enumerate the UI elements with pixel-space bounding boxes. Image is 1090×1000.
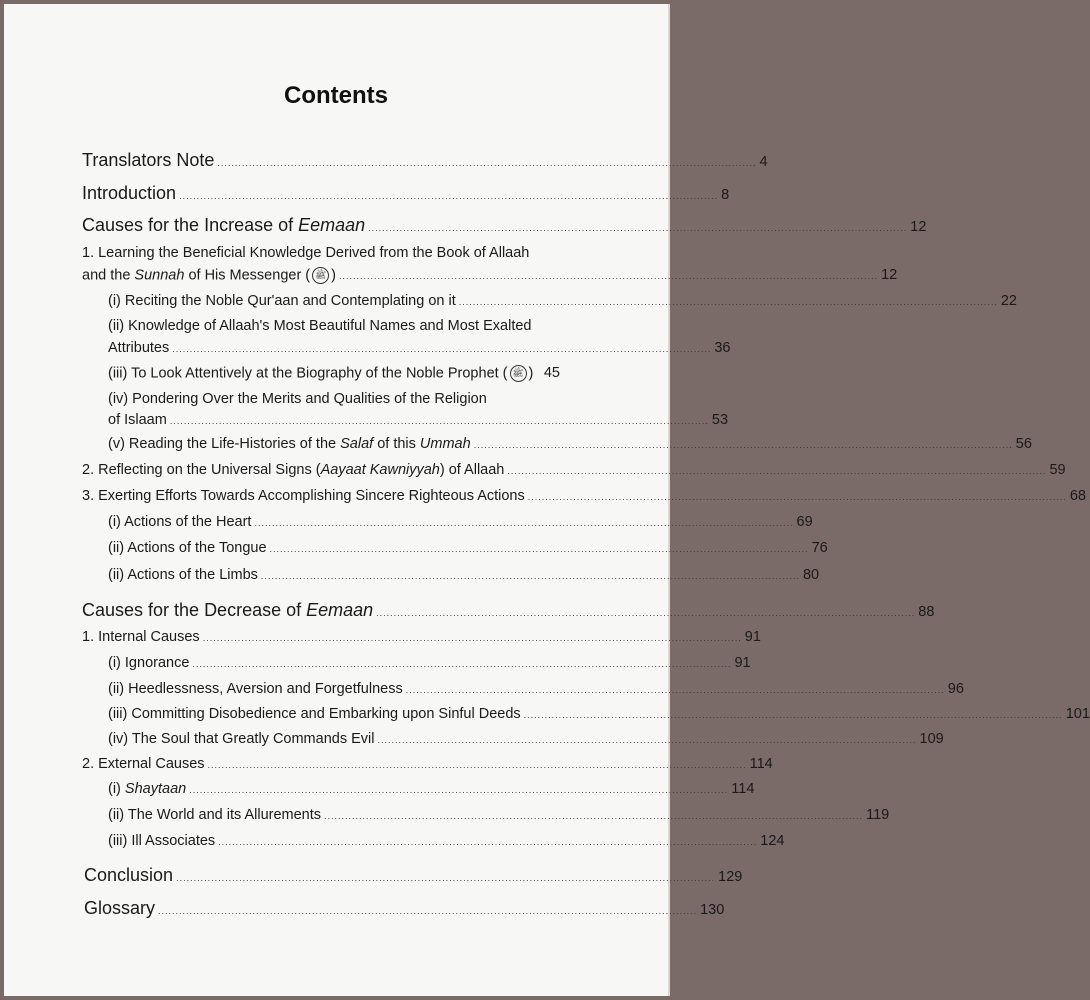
toc-entry-glossary[interactable]: Glossary .......................................................................................................................................................... 130 (84, 898, 725, 918)
toc-entry-external-causes[interactable]: 2. External Causes .......................................................................................................................................................... 114 (82, 756, 773, 772)
toc-entry-soul[interactable]: (iv) The Soul that Greatly Commands Evil .......................................................................................................................................................... 109 (108, 731, 944, 747)
page-number: 88 (918, 604, 935, 620)
dot-leader: .......................................................................................................................................................... (158, 906, 698, 916)
page-number: 12 (910, 219, 927, 235)
page-number: 114 (749, 756, 773, 772)
dot-leader: .......................................................................................................................................................... (207, 760, 747, 770)
toc-entry-conclusion[interactable]: Conclusion .......................................................................................................................................................... 129 (84, 865, 743, 885)
page-number: 68 (1069, 488, 1086, 504)
page-number: 96 (947, 681, 964, 697)
toc-entry-biography[interactable]: (iii) To Look Attentively at the Biography of the Noble Prophet ( ﷺ ) 45 (108, 365, 560, 382)
toc-entry-heedlessness[interactable]: (ii) Heedlessness, Aversion and Forgetfulness .......................................................................................................................................................... 96 (108, 681, 964, 697)
toc-entry-ill-associates[interactable]: (iii) Ill Associates .......................................................................................................................................................... 124 (108, 833, 785, 849)
toc-entry-pondering[interactable]: of Islaam .......................................................................................................................................................... 53 (108, 412, 729, 428)
toc-entry-pondering-line1: (iv) Pondering Over the Merits and Qualities of the Religion (108, 391, 487, 407)
salutation-seal-icon: ﷺ (312, 267, 329, 284)
page-number: 101 (1065, 706, 1090, 722)
book-page (4, 4, 1090, 996)
page-number: 12 (881, 267, 898, 284)
dot-leader: .......................................................................................................................................................... (254, 518, 794, 528)
page-number: 130 (700, 902, 725, 918)
dot-leader: .......................................................................................................................................................... (368, 223, 908, 233)
page-number: 80 (802, 567, 820, 583)
page-number: 119 (866, 807, 890, 823)
dot-leader: .......................................................................................................................................................... (189, 785, 729, 795)
toc-entry-world[interactable]: (ii) The World and its Allurements .......................................................................................................................................................... 119 (108, 807, 890, 823)
page-number: 114 (731, 781, 755, 797)
dot-leader: .......................................................................................................................................................... (260, 571, 800, 581)
page-number: 45 (543, 365, 560, 382)
toc-entry-reciting[interactable]: (i) Reciting the Noble Qur'aan and Contemplating on it .......................................................................................................................................................... 22 (108, 293, 1017, 309)
dot-leader: .......................................................................................................................................................... (217, 158, 757, 168)
dot-leader: .......................................................................................................................................................... (269, 544, 809, 554)
page-number: 91 (744, 629, 761, 645)
dot-leader: .......................................................................................................................................................... (176, 873, 716, 883)
page-title: Contents (284, 82, 388, 109)
dot-leader: .......................................................................................................................................................... (172, 344, 712, 354)
dot-leader: .......................................................................................................................................................... (507, 466, 1047, 476)
dot-leader: .......................................................................................................................................................... (376, 608, 916, 618)
page-number: 56 (1015, 436, 1032, 452)
page-number: 36 (714, 340, 731, 356)
page-number: 109 (919, 731, 944, 747)
page-number: 22 (1000, 293, 1017, 309)
dot-leader: .......................................................................................................................................................... (324, 811, 864, 821)
toc-entry-knowledge-line1: (ii) Knowledge of Allaah's Most Beautiful Names and Most Exalted (108, 318, 532, 334)
toc-entry-causes-increase[interactable]: Causes for the Increase of Eemaan .......................................................................................................................................................... 12 (82, 215, 927, 235)
dot-leader: .......................................................................................................................................................... (202, 633, 742, 643)
dot-leader: .......................................................................................................................................................... (473, 440, 1013, 450)
page-number: 76 (811, 540, 828, 556)
page-number: 124 (760, 833, 785, 849)
toc-entry-knowledge[interactable]: Attributes .......................................................................................................................................................... 36 (108, 340, 731, 356)
toc-entry-reflecting[interactable]: 2. Reflecting on the Universal Signs (Aayaat Kawniyyah) of Allaah .......................................................................................................................................................... 59 (82, 462, 1066, 478)
dot-leader: .......................................................................................................................................................... (458, 297, 998, 307)
page-number: 53 (711, 412, 729, 428)
page-number: 129 (718, 869, 743, 885)
toc-entry-limbs[interactable]: (ii) Actions of the Limbs .......................................................................................................................................................... 80 (108, 567, 820, 583)
page-number: 69 (796, 514, 813, 530)
toc-entry-translators-note[interactable]: Translators Note .......................................................................................................................................................... 4 (82, 150, 768, 170)
toc-entry-internal-causes[interactable]: 1. Internal Causes .......................................................................................................................................................... 91 (82, 629, 761, 645)
dot-leader: .......................................................................................................................................................... (169, 416, 709, 426)
page-number: 4 (759, 154, 768, 170)
salutation-seal-icon: ﷺ (510, 365, 527, 382)
page-number: 8 (721, 187, 730, 203)
dot-leader: .......................................................................................................................................................... (377, 735, 917, 745)
dot-leader: .......................................................................................................................................................... (527, 492, 1067, 502)
toc-entry-reading[interactable]: (v) Reading the Life-Histories of the Salaf of this Ummah .......................................................................................................................................................... 56 (108, 436, 1032, 452)
toc-entry-heart[interactable]: (i) Actions of the Heart .......................................................................................................................................................... 69 (108, 514, 813, 530)
page-number: 91 (734, 655, 751, 671)
dot-leader: .......................................................................................................................................................... (523, 710, 1063, 720)
toc-entry-tongue[interactable]: (ii) Actions of the Tongue .......................................................................................................................................................... 76 (108, 540, 828, 556)
dot-leader: .......................................................................................................................................................... (405, 685, 945, 695)
toc-entry-learning[interactable]: and the Sunnah of His Messenger ( ﷺ ) .......................................................................................................................................................... 12 (82, 267, 898, 284)
toc-entry-exerting[interactable]: 3. Exerting Efforts Towards Accomplishing Sincere Righteous Actions .......................................................................................................................................................... 68 (82, 488, 1086, 504)
page-number: 59 (1049, 462, 1066, 478)
dot-leader: .......................................................................................................................................................... (218, 837, 758, 847)
toc-entry-introduction[interactable]: Introduction .......................................................................................................................................................... 8 (82, 183, 730, 203)
dot-leader: .......................................................................................................................................................... (192, 659, 732, 669)
toc-entry-shaytaan[interactable]: (i) Shaytaan .......................................................................................................................................................... 114 (108, 781, 755, 797)
dot-leader: .......................................................................................................................................................... (338, 271, 879, 282)
toc-entry-ignorance[interactable]: (i) Ignorance .......................................................................................................................................................... 91 (108, 655, 751, 671)
toc-entry-learning-line1: 1. Learning the Beneficial Knowledge Derived from the Book of Allaah (82, 245, 530, 261)
dot-leader: .......................................................................................................................................................... (179, 191, 719, 201)
toc-entry-causes-decrease[interactable]: Causes for the Decrease of Eemaan .......................................................................................................................................................... 88 (82, 600, 935, 620)
toc-entry-committing[interactable]: (iii) Committing Disobedience and Embarking upon Sinful Deeds .......................................................................................................................................................... 101 (108, 706, 1090, 722)
